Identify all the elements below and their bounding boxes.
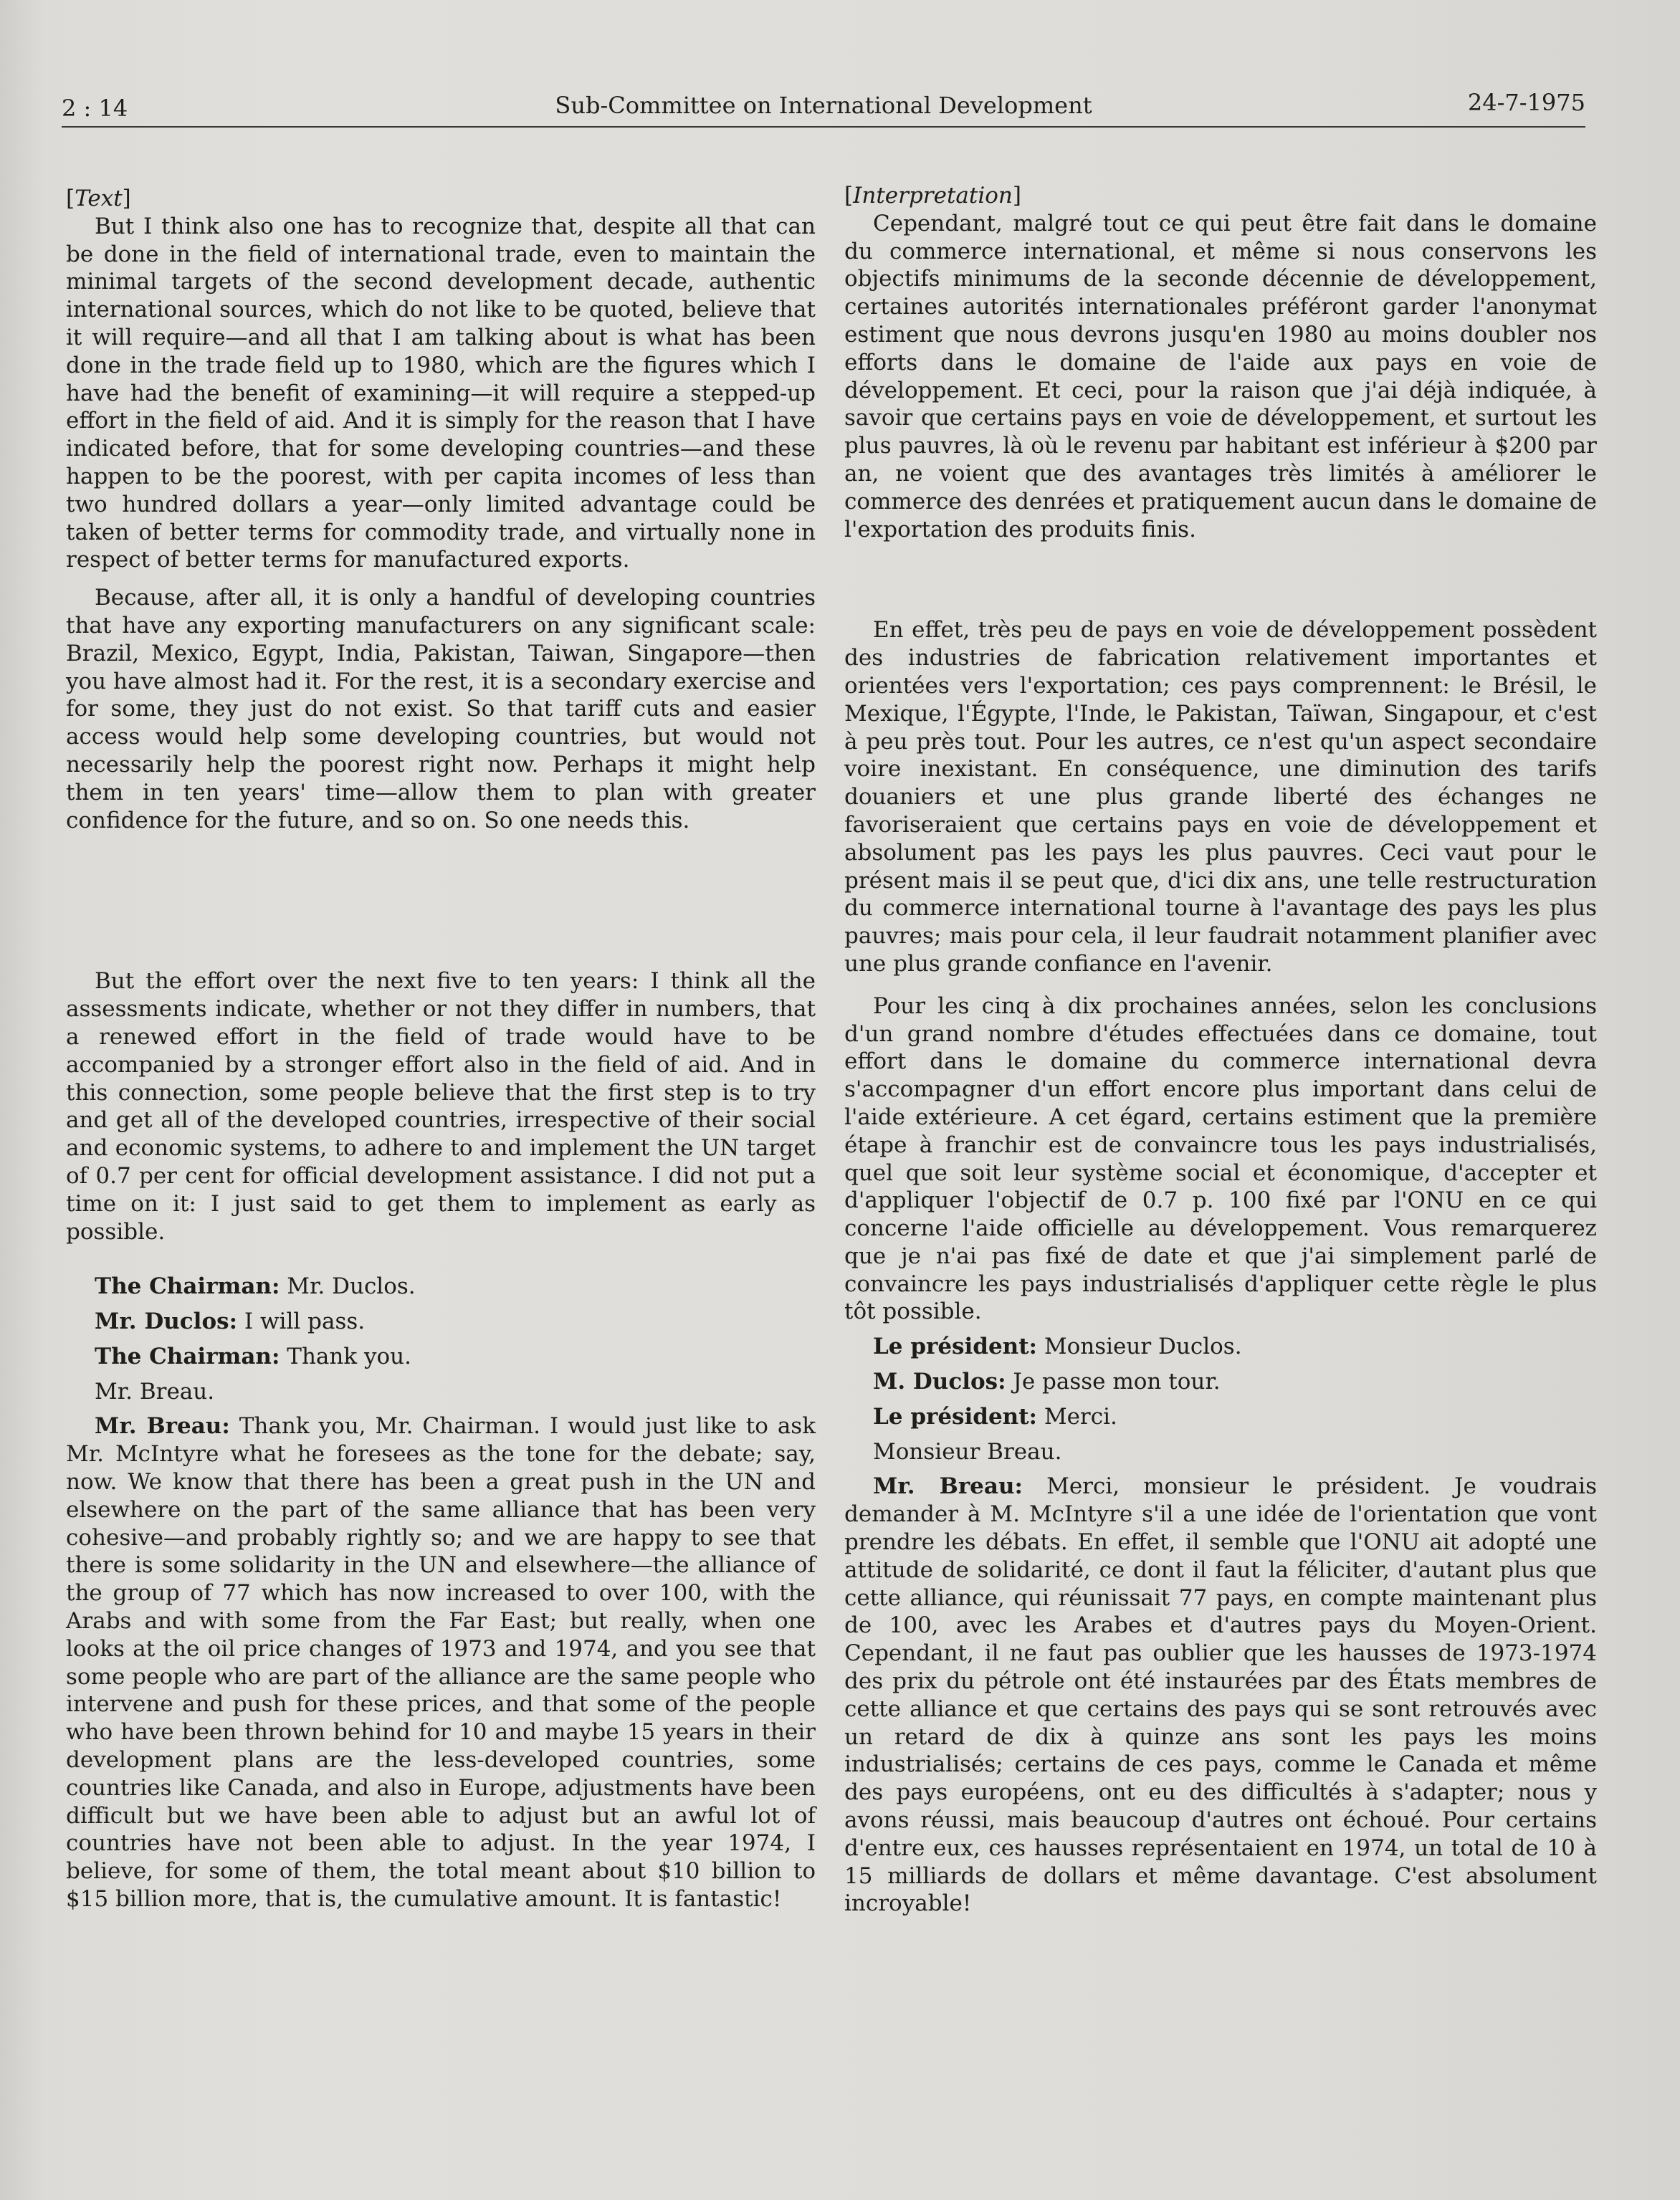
speech-text: Thank you. xyxy=(287,1343,411,1369)
speaker-name: Le président: xyxy=(873,1334,1037,1360)
speech xyxy=(844,1333,1597,1361)
paragraph: Cependant, malgré tout ce qui peut être fait dans le domaine du commerce international, et même si nous conservons les objectifs minimums de la seconde décennie de développement, certaines autorités internationales préféront garder l'anonymat estiment que nous devrons jusqu'en 1980 au moins doubler nos efforts dans le domaine de l'aide aux pays en voie de développement. Et ceci, pour la raison que j'ai déjà indiquée, à savoir que certains pays en voie de développement, et surtout les plus pauvres, là où le revenu par habitant est inférieur à $200 par an, ne voient que des avantages très limités à améliorer le commerce des denrées et pratiquement aucun dans le domaine de l'exportation des produits finis. xyxy=(844,210,1597,542)
speech xyxy=(844,1403,1597,1431)
header-title: Sub-Committee on International Development xyxy=(555,92,1092,119)
english-column xyxy=(66,185,816,1913)
speech xyxy=(844,1473,1597,1918)
speaker-name: Le président: xyxy=(873,1403,1037,1430)
speech: Mr. Breau. xyxy=(95,1378,215,1405)
page-header xyxy=(62,89,1585,128)
header-date: 24-7-1975 xyxy=(1467,89,1585,116)
paragraph: En effet, très peu de pays en voie de développement possèdent des industries de fabrication relativement importantes et orientées vers l'exportation; ces pays comprennent: le Brésil, le Mexique, l'Égypte, l'Inde, le Pakistan, Taïwan, Singapour, et c'est à peu près tout. Pour les autres, ce n'est qu'un aspect secondaire voire inexistant. En conséquence, une diminution des tarifs douaniers et une plus grande liberté des échanges ne favoriseraient que certains pays en voie de développement et absolument pas les pays les plus pauvres. Ceci vaut pour le présent mais il se peut que, d'ici dix ans, une telle restructuration du commerce international tourne à l'avantage des pays les plus pauvres; mais pour cela, il leur faudrait notamment planifier avec une plus grande confiance en l'avenir. xyxy=(844,617,1597,977)
speech-text: Monsieur Duclos. xyxy=(1044,1334,1242,1360)
column-label: [Interpretation] xyxy=(844,183,1022,209)
paragraph: Pour les cinq à dix prochaines années, selon les conclusions d'un grand nombre d'études effectuées dans ce domaine, tout effort dans le domaine du commerce international devra s'accompagner d'un effort encore plus important dans celui de l'aide extérieure. A cet égard, certains estiment que la première étape à franchir est de convaincre tous les pays industrialisés, quel que soit leur système social et économique, d'accepter et d'appliquer l'objectif de 0.7 p. 100 fixé par l'ONU en ce qui concerne l'aide officielle au développement. Vous remarquerez que je n'ai pas fixé de date et que j'ai simplement parlé de convaincre les pays industrialisés d'appliquer cette règle le plus tôt possible. xyxy=(844,993,1597,1325)
speech-text: Je passe mon tour. xyxy=(1013,1369,1221,1395)
speaker-name: Mr. Breau: xyxy=(873,1473,1023,1500)
speech: Monsieur Breau. xyxy=(873,1438,1062,1465)
speech xyxy=(66,1308,816,1336)
speaker-name: The Chairman: xyxy=(95,1273,280,1300)
speech-text: Merci. xyxy=(1044,1403,1117,1430)
page-number: 2 : 14 xyxy=(62,95,128,122)
speech-text: Merci, monsieur le président. Je voudrais demander à M. McIntyre s'il a une idée de l'orientation que vont prendre les débats. En effet, il semble que l'ONU ait adopté une attitude de solidarité, ce dont il faut la féliciter, d'autant plus que cette alliance, qui réunissait 77 pays, en compte maintenant plus de 100, avec les Arabes et d'autres pays du Moyen-Orient. Cependant, il ne faut pas oublier que les hausses de 1973-1974 des prix du pétrole ont été instaurées par des États membres de cette alliance et que certains des pays qui se sont retrouvés avec un retard de dix à quinze ans sont les pays les moins industrialisés; certains de ces pays, comme le Canada et même des pays européens, ont eu des difficultés à s'adapter; nous y avons réussi, mais beaucoup d'autres ont échoué. Pour certains d'entre eux, ces hausses représentaient en 1974, un total de 10 à 15 milliards de dollars et même davantage. C'est absolument incroyable! xyxy=(844,1473,1598,1917)
column-label: [Text] xyxy=(66,186,131,211)
speech-text: Mr. Duclos. xyxy=(287,1273,416,1300)
speech-text: I will pass. xyxy=(244,1309,366,1335)
paragraph: Because, after all, it is only a handful of developing countries that have any exporting manufacturers on any significant scale: Brazil, Mexico, Egypt, India, Pakistan, Taiwan, Singapore—then you have almost had it. For the rest, it is a secondary exercise and for some, they just do not exist. So that tariff cuts and easier access would help some developing countries, but would not necessarily help the poorest right now. Perhaps it might help them in ten years' time—allow them to plan with greater confidence for the future, and so on. So one needs this. xyxy=(66,585,816,833)
speaker-name: M. Duclos: xyxy=(873,1369,1006,1395)
speaker-name: The Chairman: xyxy=(95,1343,280,1369)
speaker-name: Mr. Duclos: xyxy=(95,1309,238,1335)
speech xyxy=(66,1273,816,1301)
speaker-name: Mr. Breau: xyxy=(95,1413,230,1440)
speech xyxy=(844,1368,1597,1396)
speech-text: Thank you, Mr. Chairman. I would just like to ask Mr. McIntyre what he foresees as the tone for the debate; say, now. We know that there has been a great push in the UN and elsewhere on the part of the same alliance that has been very cohesive—and probably rightly so; and we are happy to see that there is some solidarity in the UN and elsewhere—the alliance of the group of 77 which has now increased to over 100, with the Arabs and with some from the Far East; but really, when one looks at the oil price changes of 1973 and 1974, and you see that some people who are part of the alliance are the same people who intervene and push for these prices, and that some of the people who have been thrown behind for 10 and maybe 15 years in their development plans are the less-developed countries, some countries like Canada, and also in Europe, adjustments have been difficult but we have been able to adjust but an awful lot of countries have not been able to adjust. In the year 1974, I believe, for some of them, the total meant about $10 billion to $15 billion more, that is, the cumulative amount. It is fantastic! xyxy=(66,1413,816,1913)
french-column xyxy=(844,182,1597,1918)
speech xyxy=(66,1412,816,1913)
paragraph: But the effort over the next five to ten years: I think all the assessments indicate, whether or not they differ in numbers, that a renewed effort in the field of trade would have to be accompanied by a stronger effort also in the field of aid. And in this connection, some people believe that the first step is to try and get all of the developed countries, irrespective of their social and economic systems, to adhere to and implement the UN target of 0.7 per cent for official development assistance. I did not put a time on it: I just said to get them to implement as early as possible. xyxy=(66,968,816,1245)
speech xyxy=(66,1343,816,1371)
paragraph: But I think also one has to recognize that, despite all that can be done in the field of international trade, even to maintain the minimal targets of the second development decade, authentic international sources, which do not like to be quoted, believe that it will require—and all that I am talking about is what has been done in the trade field up to 1980, which are the figures which I have had the benefit of examining—it will require a stepped-up effort in the field of aid. And it is simply for the reason that I have indicated before, that for some developing countries—and these happen to be the poorest, with per capita incomes of less than two hundred dollars a year—only limited advantage could be taken of better terms for commodity trade, and virtually none in respect of better terms for manufactured exports. xyxy=(66,213,816,573)
